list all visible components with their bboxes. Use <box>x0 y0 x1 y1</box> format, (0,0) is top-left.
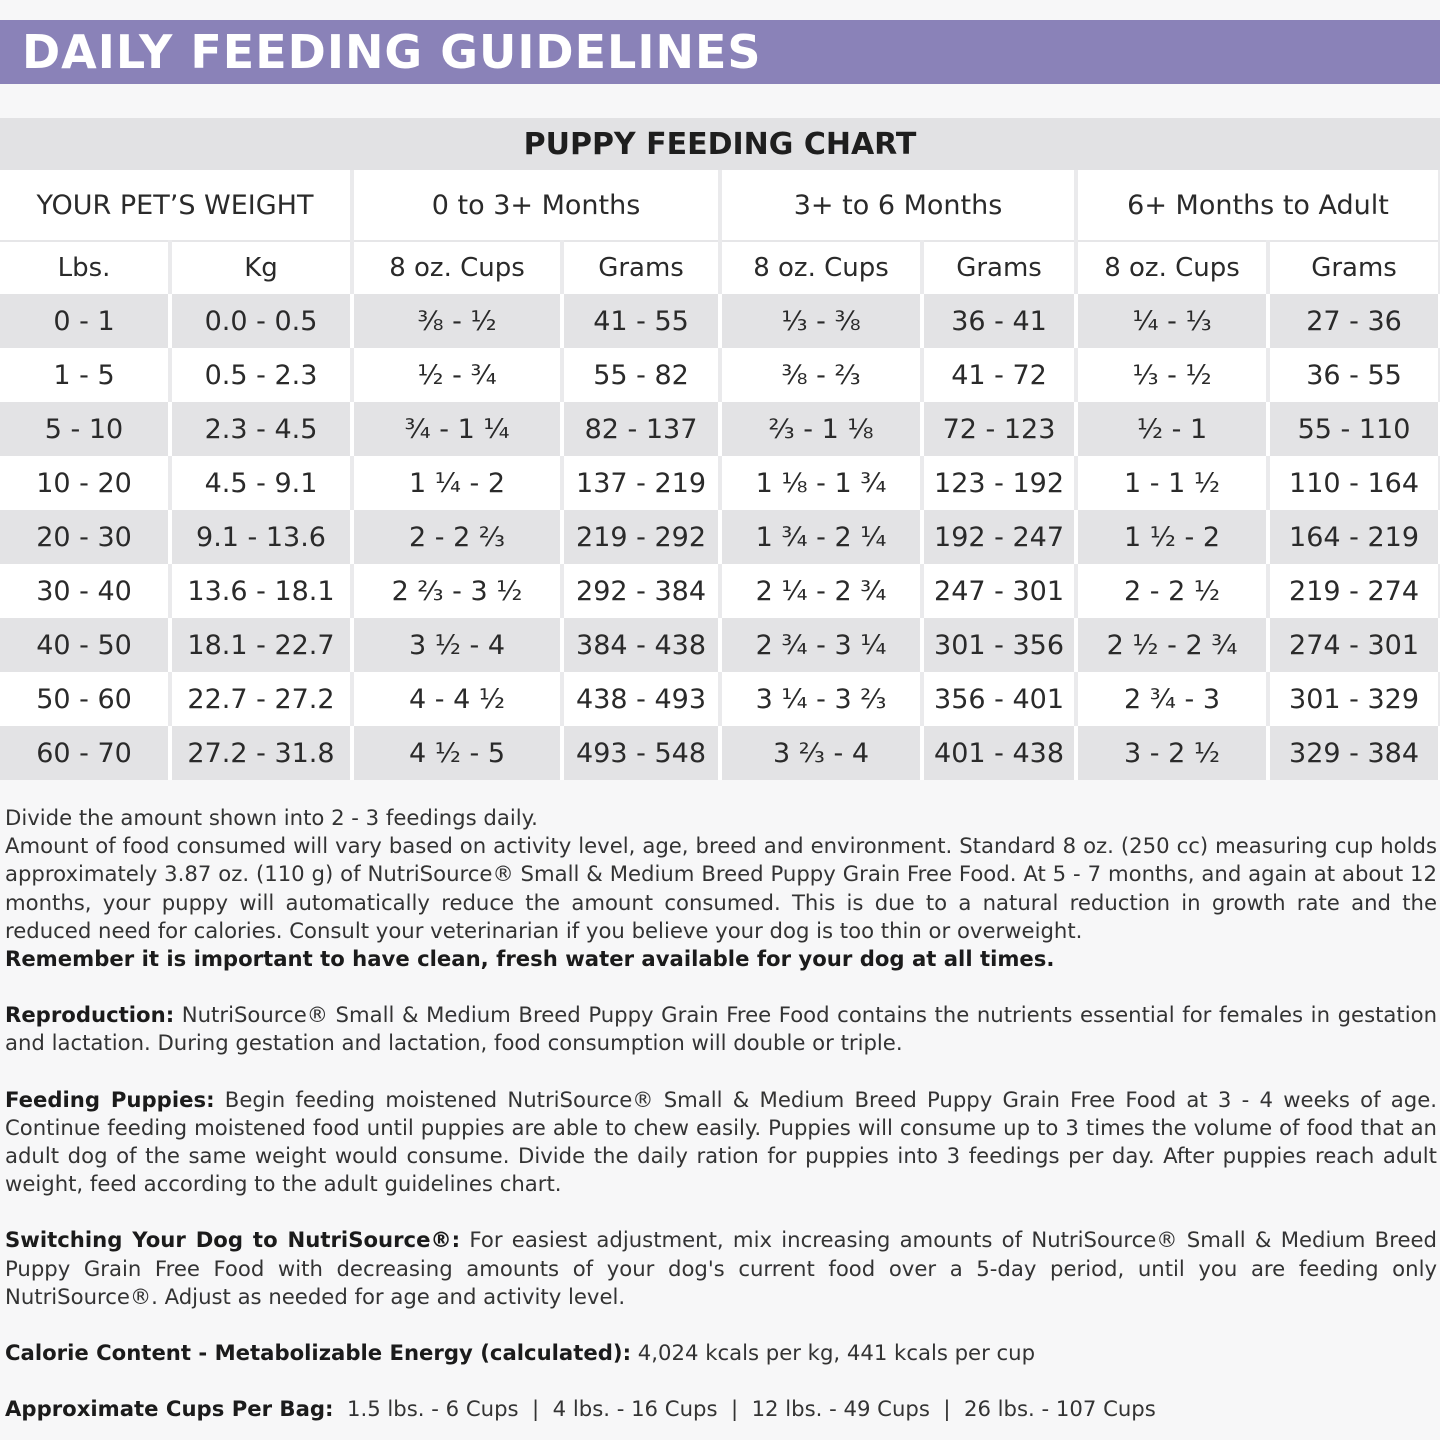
feeding-table <box>0 170 1440 780</box>
cell-kg: 22.7 - 27.2 <box>170 672 352 726</box>
cell-kg: 18.1 - 22.7 <box>170 618 352 672</box>
cell-lbs: 50 - 60 <box>0 672 170 726</box>
calorie-label: Calorie Content - Metabolizable Energy (calculated): <box>5 1340 632 1366</box>
cell-grams-3-6: 192 - 247 <box>922 510 1076 564</box>
cell-cups-6-adult: 2 ¾ - 3 <box>1076 672 1268 726</box>
cups-per-bag-text: 1.5 lbs. - 6 Cups | 4 lbs. - 16 Cups | 12 lbs. - 49 Cups | 26 lbs. - 107 Cups <box>333 1396 1156 1422</box>
cell-cups-3-6: ⅓ - ⅜ <box>720 294 922 348</box>
table-row <box>0 672 1440 726</box>
cell-cups-3-6: 3 ⅔ - 4 <box>720 726 922 780</box>
group-header-3-6-months: 3+ to 6 Months <box>720 170 1076 241</box>
cell-kg: 27.2 - 31.8 <box>170 726 352 780</box>
table-row <box>0 510 1440 564</box>
cell-cups-3-6: 2 ¼ - 2 ¾ <box>720 564 922 618</box>
cell-kg: 0.5 - 2.3 <box>170 348 352 402</box>
cell-cups-6-adult: 2 - 2 ½ <box>1076 564 1268 618</box>
cell-grams-0-3: 384 - 438 <box>562 618 720 672</box>
cell-cups-0-3: 3 ½ - 4 <box>352 618 562 672</box>
cell-grams-3-6: 247 - 301 <box>922 564 1076 618</box>
page-title: DAILY FEEDING GUIDELINES <box>22 25 762 79</box>
cell-cups-3-6: ⅜ - ⅔ <box>720 348 922 402</box>
calorie-text: 4,024 kcals per kg, 441 kcals per cup <box>631 1340 1036 1366</box>
cell-grams-3-6: 72 - 123 <box>922 402 1076 456</box>
cell-cups-3-6: 1 ⅛ - 1 ¾ <box>720 456 922 510</box>
table-row <box>0 564 1440 618</box>
cell-cups-6-adult: ⅓ - ½ <box>1076 348 1268 402</box>
cell-cups-3-6: 3 ¼ - 3 ⅔ <box>720 672 922 726</box>
note-water <box>5 945 1437 973</box>
table-row <box>0 618 1440 672</box>
cell-lbs: 1 - 5 <box>0 348 170 402</box>
cell-grams-6-adult: 164 - 219 <box>1268 510 1440 564</box>
note-divide: Divide the amount shown into 2 - 3 feedings daily. <box>5 805 538 830</box>
cell-kg: 4.5 - 9.1 <box>170 456 352 510</box>
table-row <box>0 726 1440 780</box>
cell-kg: 13.6 - 18.1 <box>170 564 352 618</box>
cell-kg: 2.3 - 4.5 <box>170 402 352 456</box>
unit-header-kg: Kg <box>170 241 352 294</box>
note-feeding-puppies <box>5 1086 1437 1199</box>
cell-cups-6-adult: 1 ½ - 2 <box>1076 510 1268 564</box>
group-header-weight: YOUR PET’S WEIGHT <box>0 170 352 241</box>
group-header-row <box>0 170 1440 241</box>
cell-lbs: 30 - 40 <box>0 564 170 618</box>
table-row <box>0 402 1440 456</box>
cell-cups-0-3: ½ - ¾ <box>352 348 562 402</box>
cell-cups-6-adult: ½ - 1 <box>1076 402 1268 456</box>
switching-label: Switching Your Dog to NutriSource®: <box>5 1227 461 1253</box>
cell-cups-6-adult: ¼ - ⅓ <box>1076 294 1268 348</box>
cell-grams-0-3: 438 - 493 <box>562 672 720 726</box>
cell-grams-0-3: 82 - 137 <box>562 402 720 456</box>
unit-header-lbs: Lbs. <box>0 241 170 294</box>
cell-cups-6-adult: 1 - 1 ½ <box>1076 456 1268 510</box>
group-header-0-3-months: 0 to 3+ Months <box>352 170 720 241</box>
note-calorie <box>5 1339 1437 1367</box>
cell-grams-0-3: 41 - 55 <box>562 294 720 348</box>
cell-grams-0-3: 292 - 384 <box>562 564 720 618</box>
cell-grams-3-6: 356 - 401 <box>922 672 1076 726</box>
cell-lbs: 0 - 1 <box>0 294 170 348</box>
reproduction-text: NutriSource® Small & Medium Breed Puppy Grain Free Food contains the nutrients essential for females in gestation and lactation. During gestation and lactation, food consumption will double or triple. <box>5 1002 1437 1056</box>
cell-grams-3-6: 41 - 72 <box>922 348 1076 402</box>
cell-grams-0-3: 137 - 219 <box>562 456 720 510</box>
unit-header-grams: Grams <box>922 241 1076 294</box>
unit-header-row <box>0 241 1440 294</box>
note-amount: Amount of food consumed will vary based on activity level, age, breed and environment. Standard 8 oz. (250 cc) measuring cup holds approximately 3.87 oz. (110 g) of NutriSource® Small & Medium Breed Puppy Grain Free Food. At 5 - 7 months, and again at about 12 months, your puppy will automatically reduce the amount consumed. This is due to a natural reduction in growth rate and the reduced need for calories. Consult your veterinarian if you believe your dog is too thin or overweight. <box>5 833 1437 943</box>
table-row <box>0 294 1440 348</box>
cell-lbs: 60 - 70 <box>0 726 170 780</box>
note-reproduction <box>5 1001 1437 1057</box>
water-reminder: Remember it is important to have clean, fresh water available for your dog at all times. <box>5 946 1055 972</box>
unit-header-cups: 8 oz. Cups <box>720 241 922 294</box>
feeding-puppies-label: Feeding Puppies: <box>5 1086 215 1112</box>
cell-lbs: 40 - 50 <box>0 618 170 672</box>
note-switching <box>5 1226 1437 1311</box>
cell-lbs: 5 - 10 <box>0 402 170 456</box>
title-banner <box>0 20 1440 84</box>
feeding-notes <box>5 804 1437 1423</box>
cell-grams-6-adult: 301 - 329 <box>1268 672 1440 726</box>
cell-grams-3-6: 301 - 356 <box>922 618 1076 672</box>
cell-cups-3-6: ⅔ - 1 ⅛ <box>720 402 922 456</box>
cell-kg: 9.1 - 13.6 <box>170 510 352 564</box>
feeding-puppies-text: Begin feeding moistened NutriSource® Small & Medium Breed Puppy Grain Free Food at 3 - 4 weeks of age. Continue feeding moistened food until puppies are able to chew easily. Puppies will consume up to 3 times the volume of food that an adult dog of the same weight would consume. Divide the daily ration for puppies into 3 feedings per day. After puppies reach adult weight, feed according to the adult guidelines chart. <box>5 1086 1437 1197</box>
group-header-6-adult: 6+ Months to Adult <box>1076 170 1440 241</box>
unit-header-grams: Grams <box>562 241 720 294</box>
cell-grams-3-6: 36 - 41 <box>922 294 1076 348</box>
cell-cups-0-3: ⅜ - ½ <box>352 294 562 348</box>
switching-text: For easiest adjustment, mix increasing amounts of NutriSource® Small & Medium Breed Puppy Grain Free Food with decreasing amounts of your dog's current food over a 5-day period, until you are feeding only NutriSource®. Adjust as needed for age and activity level. <box>5 1227 1437 1309</box>
cell-grams-0-3: 493 - 548 <box>562 726 720 780</box>
note-cups-per-bag <box>5 1395 1437 1423</box>
unit-header-cups: 8 oz. Cups <box>1076 241 1268 294</box>
cell-cups-6-adult: 3 - 2 ½ <box>1076 726 1268 780</box>
cell-grams-0-3: 219 - 292 <box>562 510 720 564</box>
cell-grams-3-6: 401 - 438 <box>922 726 1076 780</box>
cell-kg: 0.0 - 0.5 <box>170 294 352 348</box>
cell-lbs: 10 - 20 <box>0 456 170 510</box>
cell-cups-0-3: 4 ½ - 5 <box>352 726 562 780</box>
table-row <box>0 456 1440 510</box>
unit-header-cups: 8 oz. Cups <box>352 241 562 294</box>
cell-cups-0-3: 1 ¼ - 2 <box>352 456 562 510</box>
cell-cups-6-adult: 2 ½ - 2 ¾ <box>1076 618 1268 672</box>
cell-grams-6-adult: 329 - 384 <box>1268 726 1440 780</box>
cell-cups-3-6: 2 ¾ - 3 ¼ <box>720 618 922 672</box>
cell-cups-0-3: 2 - 2 ⅔ <box>352 510 562 564</box>
cell-lbs: 20 - 30 <box>0 510 170 564</box>
cell-grams-6-adult: 27 - 36 <box>1268 294 1440 348</box>
cell-grams-6-adult: 274 - 301 <box>1268 618 1440 672</box>
unit-header-grams: Grams <box>1268 241 1440 294</box>
cell-grams-6-adult: 110 - 164 <box>1268 456 1440 510</box>
cell-cups-0-3: 2 ⅔ - 3 ½ <box>352 564 562 618</box>
cell-cups-0-3: 4 - 4 ½ <box>352 672 562 726</box>
table-row <box>0 348 1440 402</box>
cell-cups-0-3: ¾ - 1 ¼ <box>352 402 562 456</box>
reproduction-label: Reproduction: <box>5 1002 175 1028</box>
cell-grams-6-adult: 219 - 274 <box>1268 564 1440 618</box>
cell-grams-6-adult: 36 - 55 <box>1268 348 1440 402</box>
chart-title: PUPPY FEEDING CHART <box>0 118 1440 170</box>
cell-grams-0-3: 55 - 82 <box>562 348 720 402</box>
cups-per-bag-label: Approximate Cups Per Bag: <box>5 1396 334 1422</box>
cell-cups-3-6: 1 ¾ - 2 ¼ <box>720 510 922 564</box>
puppy-feeding-chart <box>0 118 1440 780</box>
cell-grams-3-6: 123 - 192 <box>922 456 1076 510</box>
cell-grams-6-adult: 55 - 110 <box>1268 402 1440 456</box>
